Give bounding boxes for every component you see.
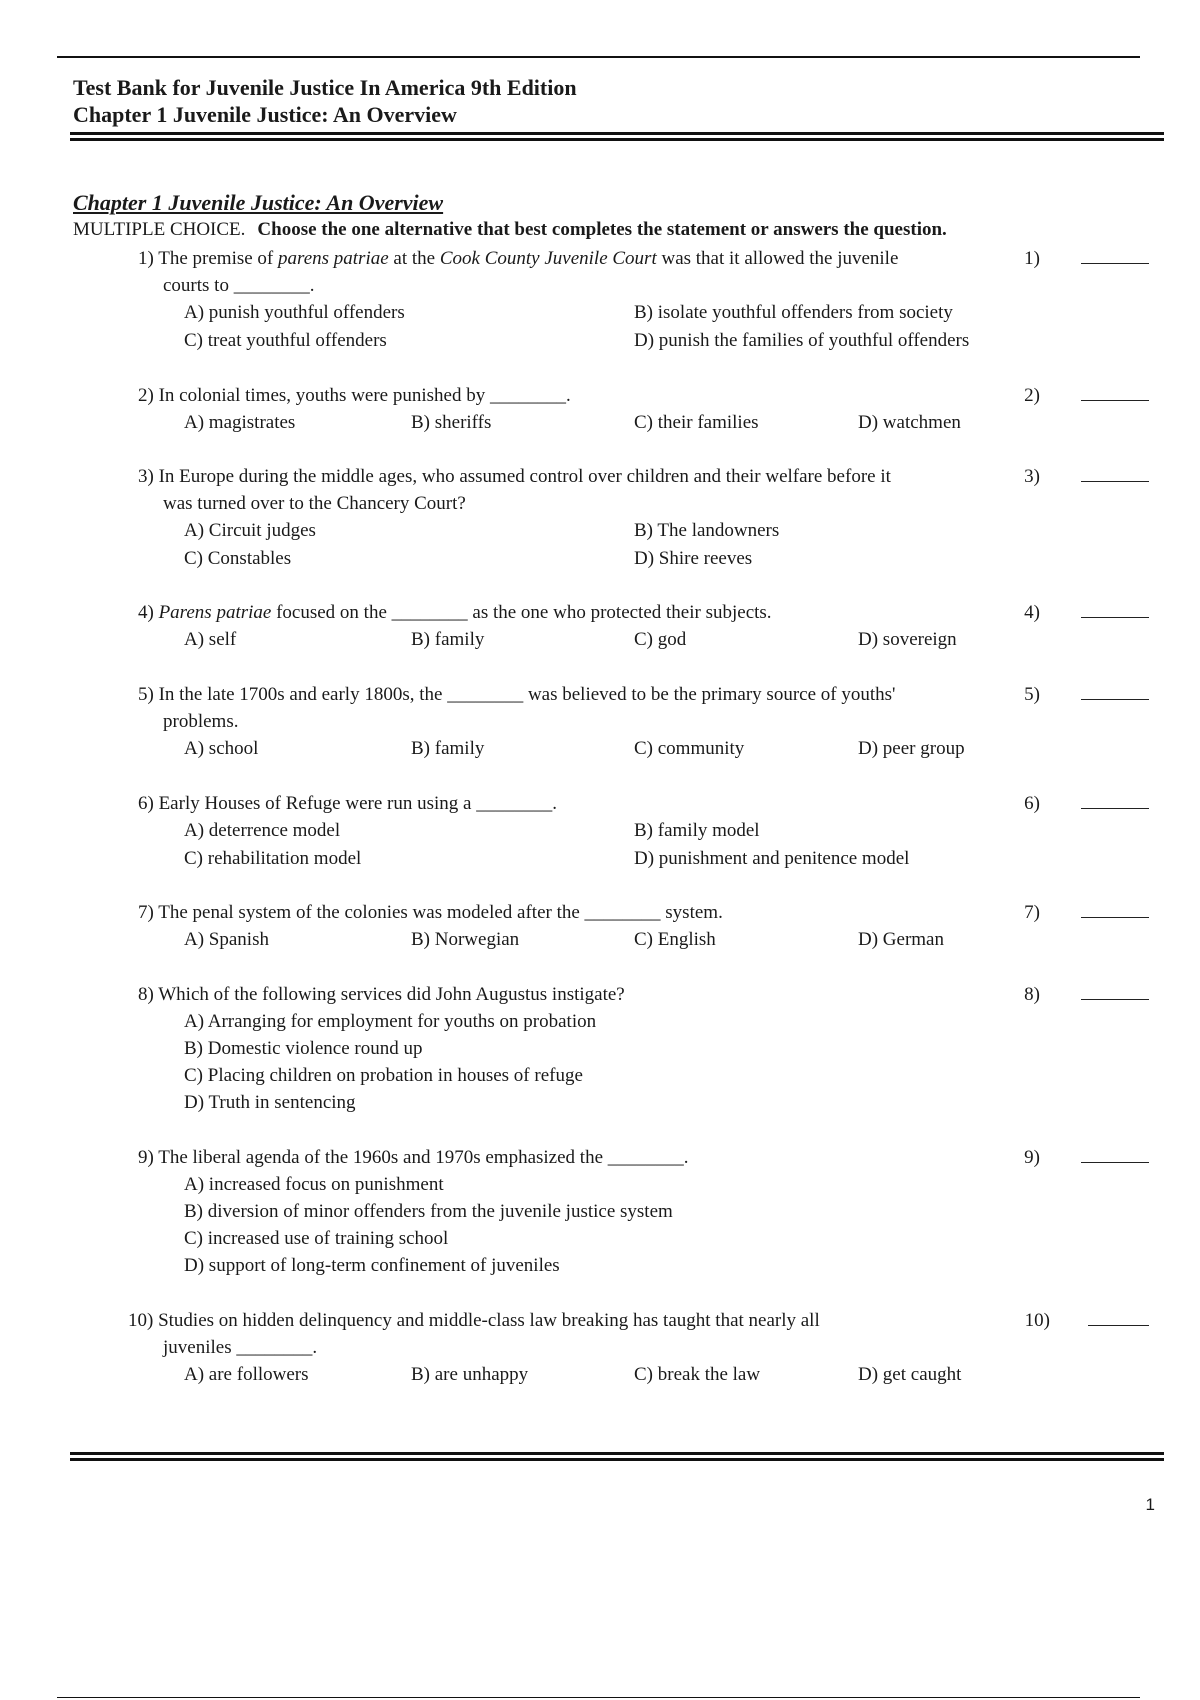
option-c[interactable]: C) increased use of training school [184, 1228, 449, 1249]
option-b[interactable]: B) diversion of minor offenders from the juvenile justice system [184, 1201, 673, 1222]
instruction-text: Choose the one alternative that best completes the statement or answers the question. [257, 219, 947, 240]
option-b[interactable]: B) family model [634, 820, 760, 841]
answer-number: 5) [1024, 684, 1040, 705]
answer-number: 1) [1024, 248, 1040, 269]
option-d[interactable]: D) support of long-term confinement of juveniles [184, 1255, 560, 1276]
option-d[interactable]: D) sovereign [858, 629, 957, 650]
section-instructions [73, 219, 947, 241]
answer-blank[interactable] [1081, 981, 1149, 1000]
question-type-label: MULTIPLE CHOICE. [73, 219, 246, 240]
option-c[interactable]: C) Placing children on probation in houses of refuge [184, 1065, 583, 1086]
question-stem: 9) The liberal agenda of the 1960s and 1970s emphasized the ________. [138, 1147, 689, 1168]
question-stem: 4) Parens patriae focused on the ________ as the one who protected their subjects. [138, 602, 772, 623]
answer-blank[interactable] [1081, 899, 1149, 918]
option-b[interactable]: B) family [411, 738, 485, 759]
option-c[interactable]: C) rehabilitation model [184, 848, 362, 869]
option-d[interactable]: D) Shire reeves [634, 548, 753, 569]
question-stem: 3) In Europe during the middle ages, who assumed control over children and their welfare before it was turned over to the Chancery Court? [138, 466, 891, 514]
header-title: Test Bank for Juvenile Justice In America 9th Edition [73, 75, 577, 100]
top-rule [57, 56, 1140, 58]
answer-blank[interactable] [1081, 599, 1149, 618]
option-b[interactable]: B) sheriffs [411, 412, 492, 433]
option-d[interactable]: D) punish the families of youthful offenders [634, 330, 970, 351]
option-a[interactable]: A) magistrates [184, 412, 296, 433]
option-a[interactable]: A) Spanish [184, 929, 269, 950]
option-c[interactable]: C) treat youthful offenders [184, 330, 387, 351]
answer-number: 4) [1024, 602, 1040, 623]
option-d[interactable]: D) watchmen [858, 412, 961, 433]
document-header [73, 74, 577, 128]
question-stem: 7) The penal system of the colonies was modeled after the ________ system. [138, 902, 723, 923]
option-a[interactable]: A) Circuit judges [184, 520, 316, 541]
bottom-rule [57, 1697, 1140, 1698]
answer-blank[interactable] [1081, 790, 1149, 809]
option-c[interactable]: C) god [634, 629, 687, 650]
answer-blank[interactable] [1081, 382, 1149, 401]
option-c[interactable]: C) English [634, 929, 716, 950]
question-stem: 10) Studies on hidden delinquency and middle-class law breaking has taught that nearly all juveniles ________. [128, 1310, 820, 1358]
answer-blank[interactable] [1081, 1144, 1149, 1163]
option-b[interactable]: B) family [411, 629, 485, 650]
answer-number: 9) [1024, 1147, 1040, 1168]
option-a[interactable]: A) deterrence model [184, 820, 341, 841]
question-stem: 6) Early Houses of Refuge were run using a ________. [138, 793, 557, 814]
option-a[interactable]: A) self [184, 629, 237, 650]
answer-blank[interactable] [1088, 1307, 1149, 1326]
question-stem: 8) Which of the following services did John Augustus instigate? [138, 984, 625, 1005]
option-b[interactable]: B) Norwegian [411, 929, 520, 950]
answer-number: 10) [1024, 1310, 1050, 1331]
option-d[interactable]: D) Truth in sentencing [184, 1092, 356, 1113]
answer-blank[interactable] [1081, 681, 1149, 700]
option-c[interactable]: C) their families [634, 412, 759, 433]
option-d[interactable]: D) punishment and penitence model [634, 848, 910, 869]
option-c[interactable]: C) break the law [634, 1364, 761, 1385]
answer-number: 3) [1024, 466, 1040, 487]
option-a[interactable]: A) Arranging for employment for youths on probation [184, 1011, 597, 1032]
option-b[interactable]: B) Domestic violence round up [184, 1038, 423, 1059]
header-chapter: Chapter 1 Juvenile Justice: An Overview [73, 102, 457, 127]
footer-double-rule [70, 1452, 1164, 1455]
answer-number: 7) [1024, 902, 1040, 923]
answer-blank[interactable] [1081, 245, 1149, 264]
question-stem: 1) The premise of parens patriae at the Cook County Juvenile Court was that it allowed the juvenile courts to ________. [138, 248, 899, 296]
option-b[interactable]: B) The landowners [634, 520, 780, 541]
option-c[interactable]: C) community [634, 738, 745, 759]
answer-number: 8) [1024, 984, 1040, 1005]
header-double-rule [70, 132, 1164, 135]
page-number: 1 [1145, 1495, 1155, 1514]
option-d[interactable]: D) peer group [858, 738, 965, 759]
answer-number: 2) [1024, 385, 1040, 406]
option-d[interactable]: D) get caught [858, 1364, 962, 1385]
option-a[interactable]: A) punish youthful offenders [184, 302, 405, 323]
option-a[interactable]: A) are followers [184, 1364, 309, 1385]
question-stem: 2) In colonial times, youths were punished by ________. [138, 385, 571, 406]
option-c[interactable]: C) Constables [184, 548, 292, 569]
option-a[interactable]: A) increased focus on punishment [184, 1174, 444, 1195]
question-stem: 5) In the late 1700s and early 1800s, the ________ was believed to be the primary source of youths' problems. [138, 684, 896, 732]
answer-blank[interactable] [1081, 463, 1149, 482]
option-a[interactable]: A) school [184, 738, 259, 759]
option-b[interactable]: B) are unhappy [411, 1364, 529, 1385]
section-title: Chapter 1 Juvenile Justice: An Overview [73, 190, 444, 215]
option-d[interactable]: D) German [858, 929, 944, 950]
answer-number: 6) [1024, 793, 1040, 814]
option-b[interactable]: B) isolate youthful offenders from society [634, 302, 953, 323]
